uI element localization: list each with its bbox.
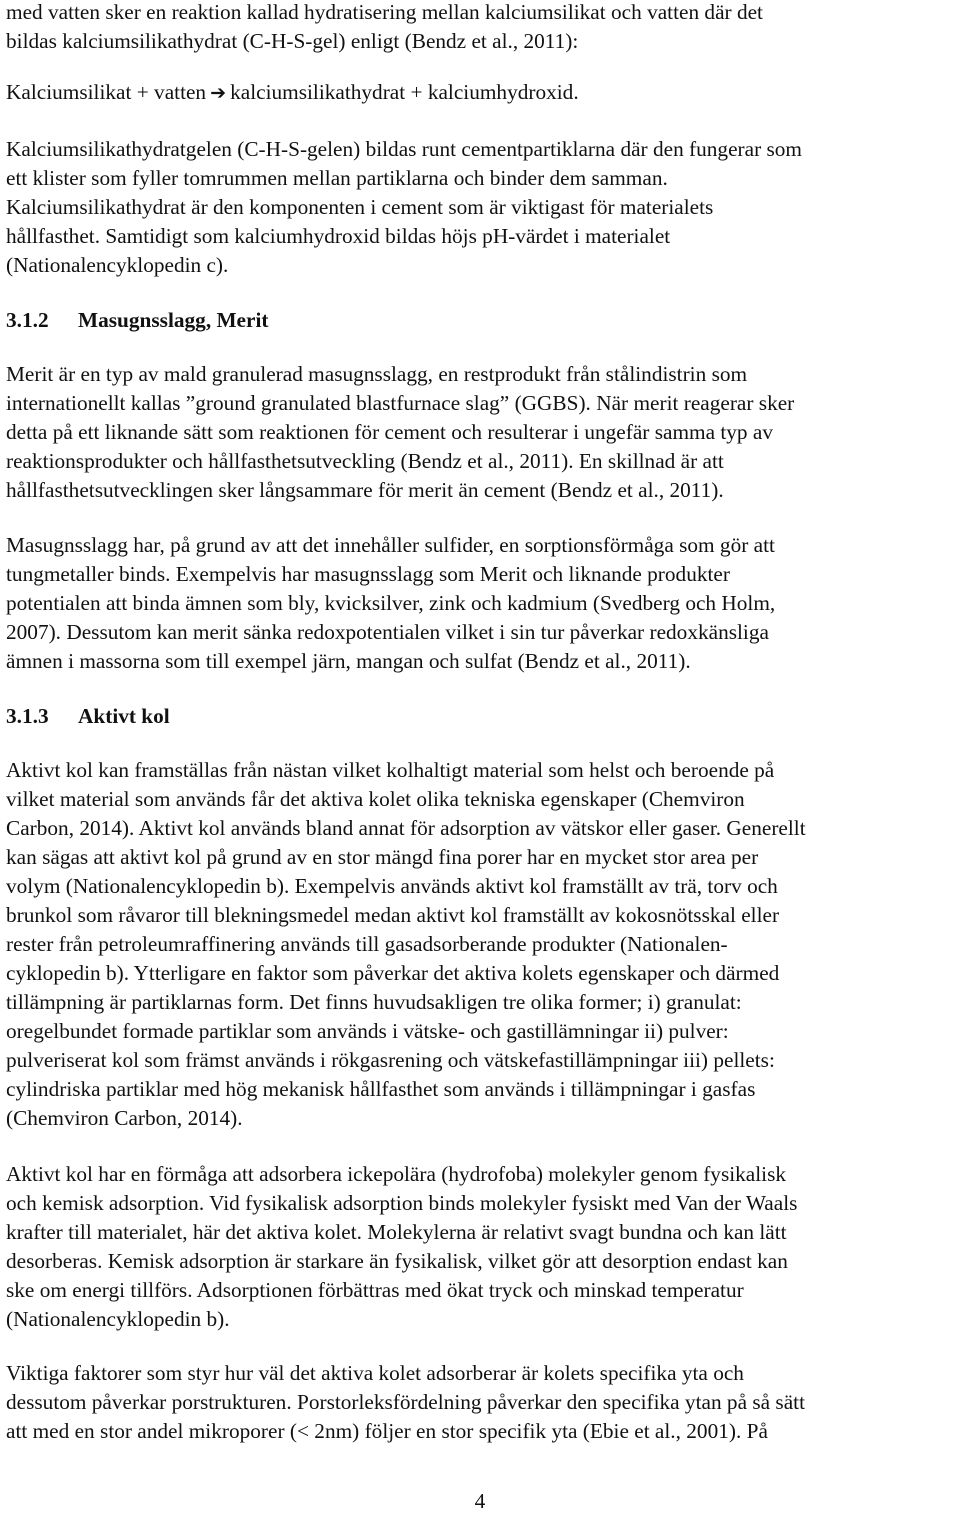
body-text-line: att med en stor andel mikroporer (< 2nm) följer en stor specifik yta (Ebie et al., 2001). På bbox=[6, 1419, 768, 1443]
body-text-line: Aktivt kol kan framställas från nästan vilket kolhaltigt material som helst och beroende på bbox=[6, 758, 775, 782]
body-text-line: Merit är en typ av mald granulerad masugnsslagg, en restprodukt från stålindistrin som bbox=[6, 362, 748, 386]
body-text-line: dessutom påverkar porstrukturen. Porstorleksfördelning påverkar den specifika ytan på så sätt bbox=[6, 1390, 805, 1414]
body-text-line: Carbon, 2014). Aktivt kol används bland annat för adsorption av vätskor eller gaser. Generellt bbox=[6, 816, 806, 840]
body-text-line: Aktivt kol har en förmåga att adsorbera ickepolära (hydrofoba) molekyler genom fysikalisk bbox=[6, 1162, 787, 1186]
reaction-equation bbox=[6, 78, 579, 108]
body-text-line: Kalciumsilikathydratgelen (C-H-S-gelen) bildas runt cementpartiklarna där den fungerar som bbox=[6, 137, 802, 161]
body-text-line: cylindriska partiklar med hög mekanisk hållfasthet som används i tillämpningar i gasfas bbox=[6, 1077, 756, 1101]
body-text-line: med vatten sker en reaktion kallad hydratisering mellan kalciumsilikat och vatten där det bbox=[6, 0, 763, 24]
body-text-line: vilket material som används får det aktiva kolet olika tekniska egenskaper (Chemviron bbox=[6, 787, 745, 811]
body-text-line: tillämpning är partiklarnas form. Det finns huvudsakligen tre olika former; i) granulat: bbox=[6, 990, 742, 1014]
body-text-line: pulveriserat kol som främst används i rökgasrening och vätskefastillämpningar iii) pellets: bbox=[6, 1048, 775, 1072]
body-text-line: ett klister som fyller tomrummen mellan partiklarna och binder dem samman. bbox=[6, 166, 668, 190]
page-number: 4 bbox=[474, 1489, 486, 1513]
body-text-line: (Nationalencyklopedin b). bbox=[6, 1307, 230, 1331]
body-text-line: (Chemviron Carbon, 2014). bbox=[6, 1106, 243, 1130]
body-text-line: hållfasthetsutvecklingen sker långsammare för merit än cement (Bendz et al., 2011). bbox=[6, 478, 724, 502]
body-text-line: potentialen att binda ämnen som bly, kvicksilver, zink och kadmium (Svedberg och Holm, bbox=[6, 591, 776, 615]
section-number: 3.1.3 bbox=[6, 704, 49, 728]
section-number: 3.1.2 bbox=[6, 308, 49, 332]
body-text-line: brunkol som råvaror till blekningsmedel medan aktivt kol framställt av kokosnötsskal eller bbox=[6, 903, 780, 927]
body-text-line: ämnen i massorna som till exempel järn, mangan och sulfat (Bendz et al., 2011). bbox=[6, 649, 691, 673]
body-text-line: ske om energi tillförs. Adsorptionen förbättras med ökat tryck och minskad temperatur bbox=[6, 1278, 744, 1302]
arrow-right-icon: ➔ bbox=[210, 82, 227, 104]
body-text-line: 2007). Dessutom kan merit sänka redoxpotentialen vilket i sin tur påverkar redoxkänsliga bbox=[6, 620, 769, 644]
body-text-line: Masugnsslagg har, på grund av att det innehåller sulfider, en sorptionsförmåga som gör att bbox=[6, 533, 775, 557]
body-text-line: oregelbundet formade partiklar som används i vätske- och gastillämningar ii) pulver: bbox=[6, 1019, 729, 1043]
section-heading-3-1-2 bbox=[6, 306, 268, 335]
body-text-line: tungmetaller binds. Exempelvis har masugnsslagg som Merit och liknande produkter bbox=[6, 562, 730, 586]
body-text-line: reaktionsprodukter och hållfasthetsutveckling (Bendz et al., 2011). En skillnad är att bbox=[6, 449, 724, 473]
body-text-line: volym (Nationalencyklopedin b). Exempelvis används aktivt kol framställt av trä, torv och bbox=[6, 874, 778, 898]
body-text-line: och kemisk adsorption. Vid fysikalisk adsorption binds molekyler fysiskt med Van der Waals bbox=[6, 1191, 798, 1215]
body-text-line: cyklopedin b). Ytterligare en faktor som påverkar det aktiva kolets egenskaper och därmed bbox=[6, 961, 780, 985]
reaction-left: Kalciumsilikat + vatten bbox=[6, 80, 207, 104]
body-text-line: Viktiga faktorer som styr hur väl det aktiva kolet adsorberar är kolets specifika yta och bbox=[6, 1361, 744, 1385]
body-text-line: bildas kalciumsilikathydrat (C-H-S-gel) enligt (Bendz et al., 2011): bbox=[6, 29, 579, 53]
body-text-line: hållfasthet. Samtidigt som kalciumhydroxid bildas höjs pH-värdet i materialet bbox=[6, 224, 671, 248]
body-text-line: Kalciumsilikathydrat är den komponenten i cement som är viktigast för materialets bbox=[6, 195, 714, 219]
body-text-line: kan sägas att aktivt kol på grund av en stor mängd fina porer har en mycket stor area per bbox=[6, 845, 759, 869]
body-text-line: (Nationalencyklopedin c). bbox=[6, 253, 229, 277]
body-text-line: rester från petroleumraffinering används till gasadsorberande produkter (Nationalen- bbox=[6, 932, 728, 956]
reaction-right: kalciumsilikathydrat + kalciumhydroxid. bbox=[230, 80, 579, 104]
section-heading-3-1-3 bbox=[6, 702, 170, 731]
body-text-line: krafter till materialet, här det aktiva kolet. Molekylerna är relativt svagt bundna och kan lätt bbox=[6, 1220, 787, 1244]
body-text-line: desorberas. Kemisk adsorption är starkare än fysikalisk, vilket gör att desorption endast kan bbox=[6, 1249, 788, 1273]
body-text-line: internationellt kallas ”ground granulated blastfurnace slag” (GGBS). När merit reagerar sker bbox=[6, 391, 795, 415]
body-text-line: detta på ett liknande sätt som reaktionen för cement och resulterar i ungefär samma typ av bbox=[6, 420, 773, 444]
section-title: Masugnsslagg, Merit bbox=[78, 308, 269, 332]
section-title: Aktivt kol bbox=[78, 704, 170, 728]
